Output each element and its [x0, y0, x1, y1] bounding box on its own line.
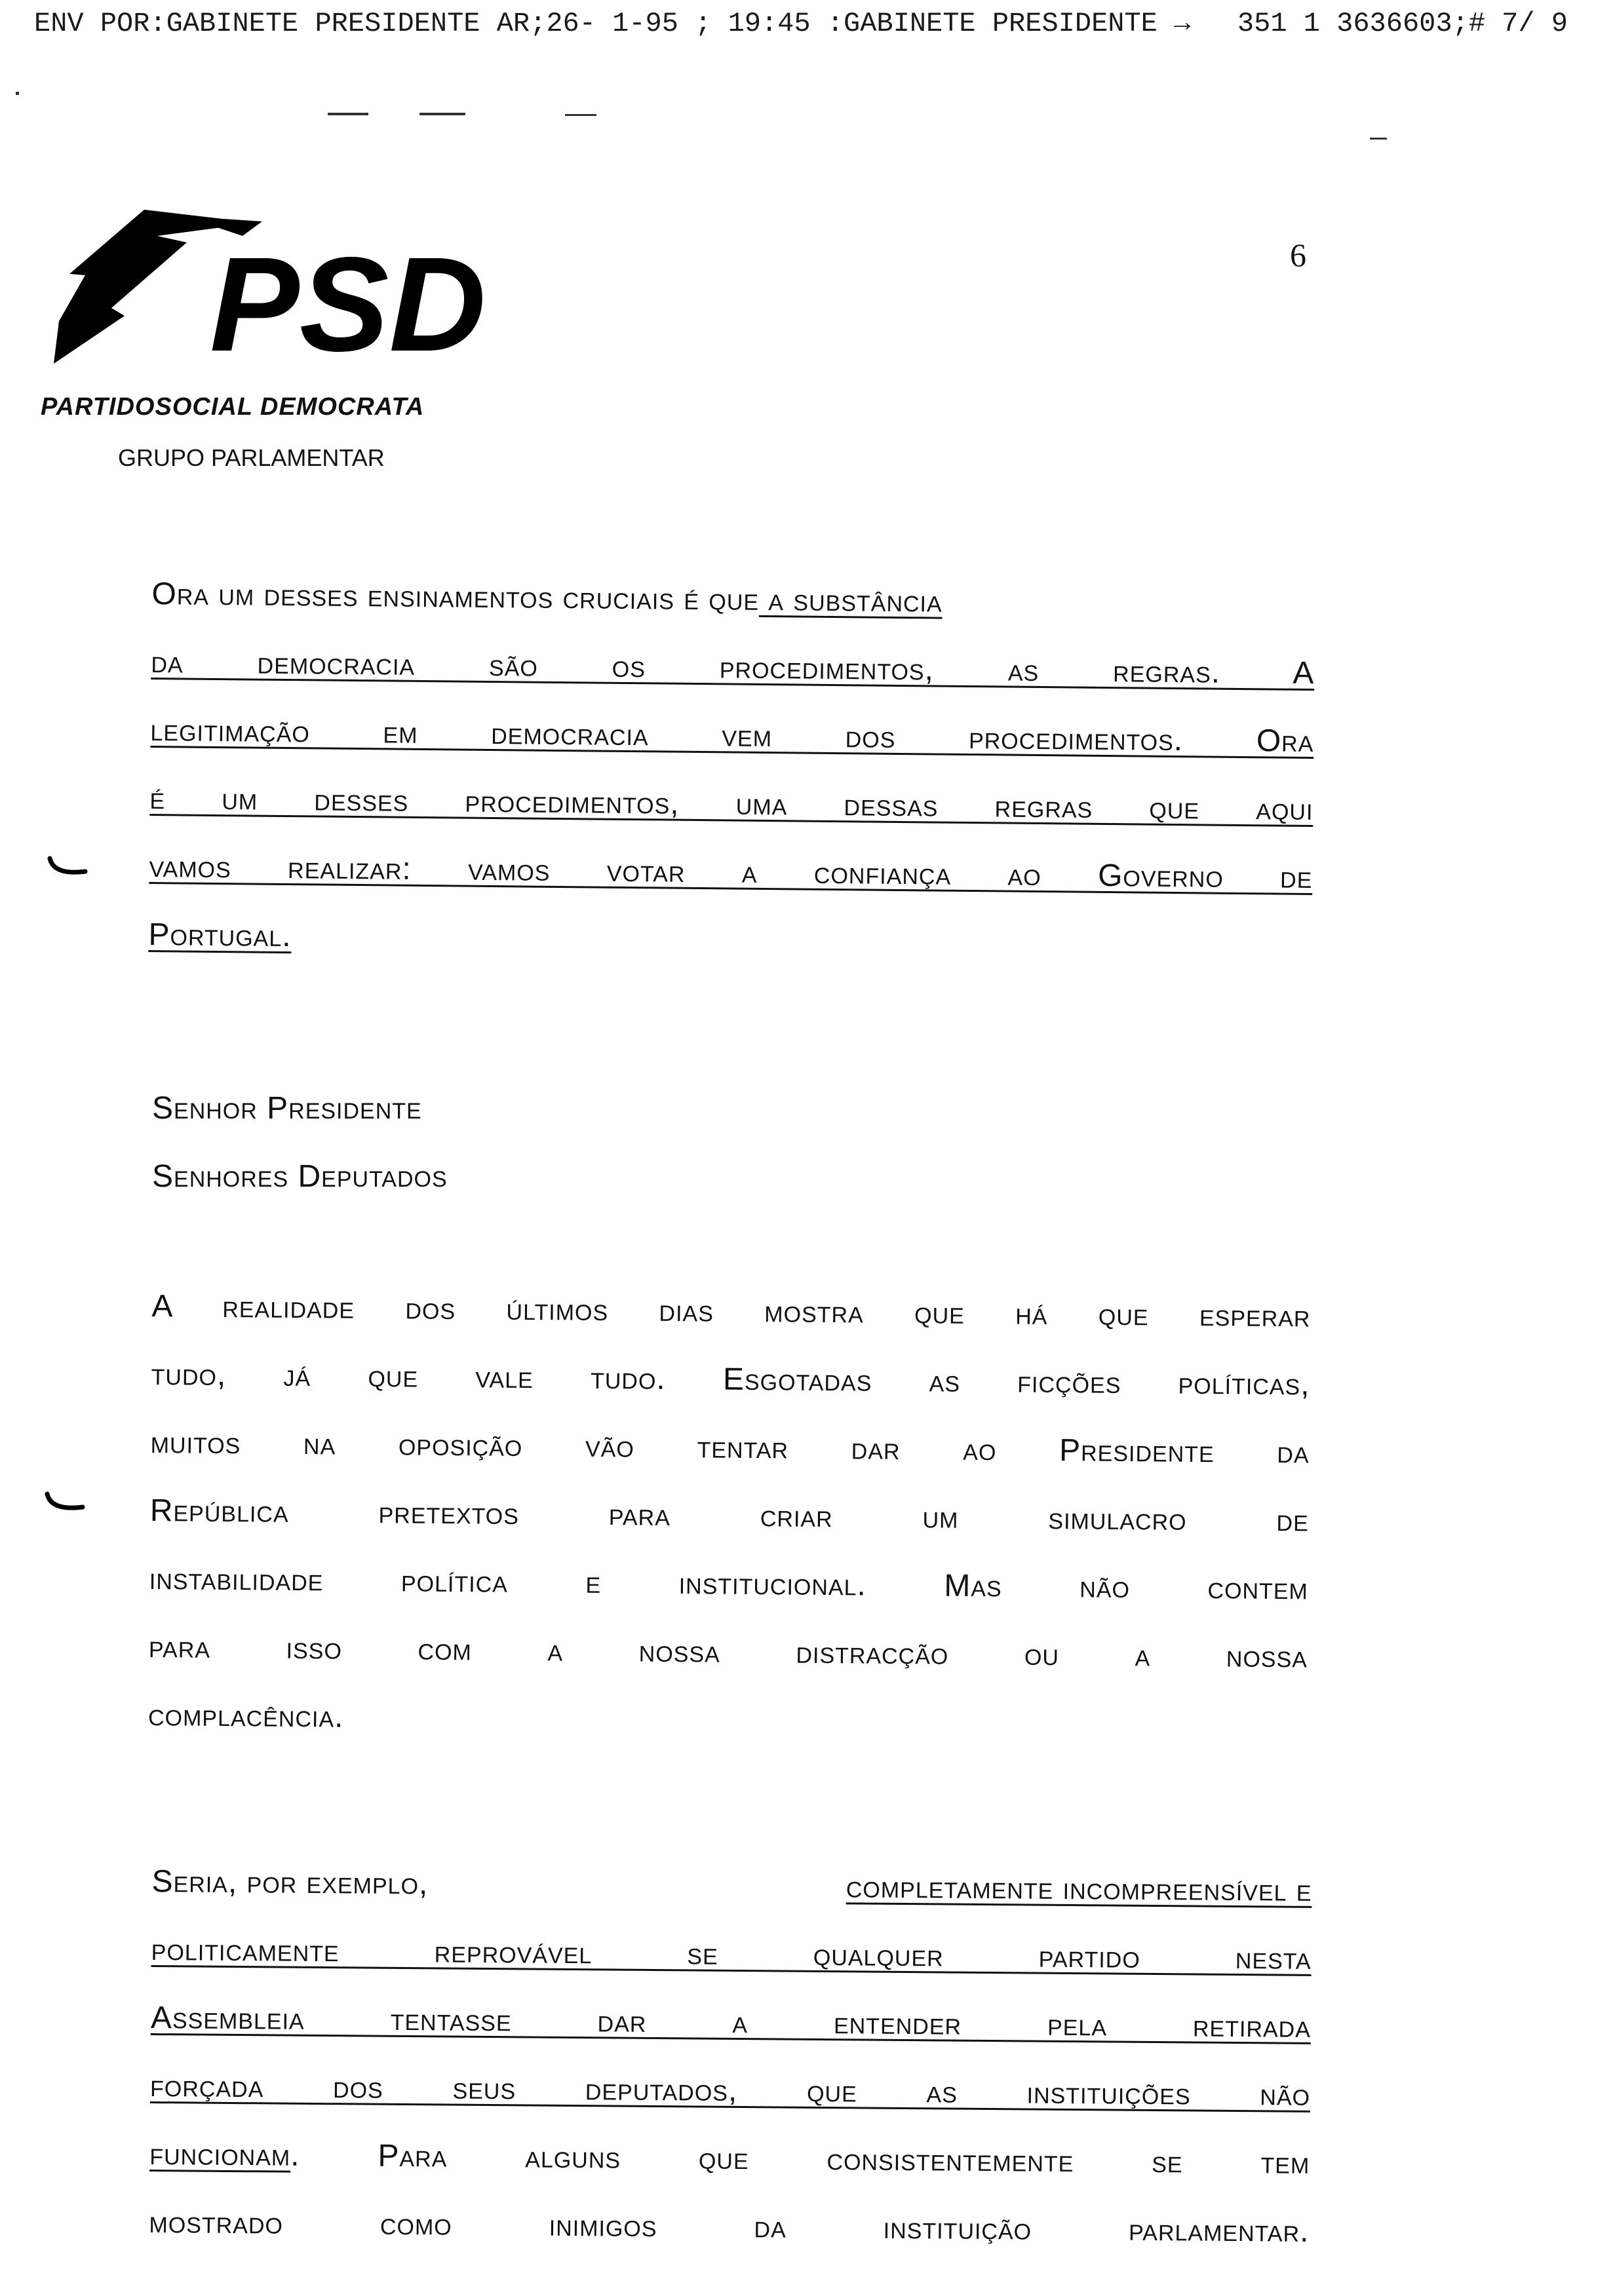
- paragraph-line: [151, 560, 1315, 640]
- text-run: Seria, por exemplo,: [151, 1864, 429, 1902]
- page-number: 6: [1290, 237, 1306, 273]
- underlined-text: a substância: [758, 582, 943, 619]
- paragraph-line: para isso com a nossa distracção ou a nossa: [148, 1629, 1308, 1675]
- text-run: . Para alguns que consistentemente se tem: [290, 2137, 1310, 2181]
- fax-speck: [565, 114, 596, 116]
- paragraph-line: [151, 1848, 1312, 1925]
- paragraph-line: é um desses procedimentos, uma dessas regras que aqui: [149, 780, 1313, 828]
- fax-speck: [328, 113, 368, 115]
- underlined-text: Portugal.: [148, 917, 292, 954]
- margin-check-mark: [43, 1487, 89, 1520]
- salutation: [152, 1075, 1315, 1211]
- fax-header-sender: ENV POR:GABINETE PRESIDENTE AR;26- 1-95 ; 19:45 :GABINETE PRESIDENTE →: [34, 8, 1191, 39]
- fax-header-page-info: 351 1 3636603;# 7/ 9: [1237, 8, 1568, 39]
- paragraph-1: [148, 560, 1315, 980]
- margin-check-mark: [46, 852, 92, 885]
- underlined-text: funcionam: [149, 2136, 291, 2173]
- paragraph-line: República pretextos para criar um simulacro de: [149, 1493, 1309, 1539]
- paragraph-line: mostrado como inimigos da instituição parlamentar.: [149, 2204, 1310, 2249]
- paragraph-line: da democracia são os procedimentos, as regras. A: [151, 644, 1315, 691]
- paragraph-2: [148, 1272, 1311, 1759]
- paragraph-line: Assembleia tentasse dar a entender pela retirada: [150, 2000, 1312, 2044]
- fax-header: [34, 4, 1568, 43]
- paragraph-line: politicamente reprovável se qualquer partido nesta: [151, 1932, 1312, 1976]
- paragraph-line: [148, 901, 1312, 980]
- paragraph-line: forçada dos seus deputados, que as instituições não: [149, 2068, 1311, 2113]
- fax-speck: [419, 113, 465, 115]
- salutation-line: Senhor Presidente: [152, 1091, 422, 1126]
- paragraph-line: [149, 2120, 1310, 2198]
- fax-speck: [1370, 138, 1387, 140]
- party-name: PARTIDOSOCIAL DEMOCRATA: [41, 393, 425, 421]
- paragraph-3: [149, 1848, 1312, 2266]
- psd-logo-text: PSD: [210, 229, 486, 367]
- paragraph-line: legitimação em democracia vem dos procedimentos. Ora: [150, 712, 1314, 759]
- paragraph-line: tudo, já que vale tudo. Esgotadas as ficções políticas,: [151, 1356, 1310, 1402]
- paragraph-line: instabilidade política e institucional. Mas não contem: [149, 1561, 1309, 1607]
- paragraph-line: muitos na oposição vão tentar dar ao Presidente da: [150, 1425, 1310, 1470]
- fax-speck: [16, 92, 19, 95]
- psd-logo: [46, 197, 518, 367]
- salutation-line: Senhores Deputados: [152, 1159, 448, 1194]
- underlined-text: completamente incompreensível e: [846, 1869, 1312, 1908]
- parliamentary-group-name: GRUPO PARLAMENTAR: [118, 444, 385, 471]
- text-run: Ora um desses ensinamentos cruciais é que: [151, 576, 760, 617]
- paragraph-line: A realidade dos últimos dias mostra que há que esperar: [151, 1288, 1311, 1334]
- paragraph-line: vamos realizar: vamos votar a confiança ao Governo de: [149, 849, 1313, 896]
- paragraph-line: complacência.: [147, 1697, 344, 1734]
